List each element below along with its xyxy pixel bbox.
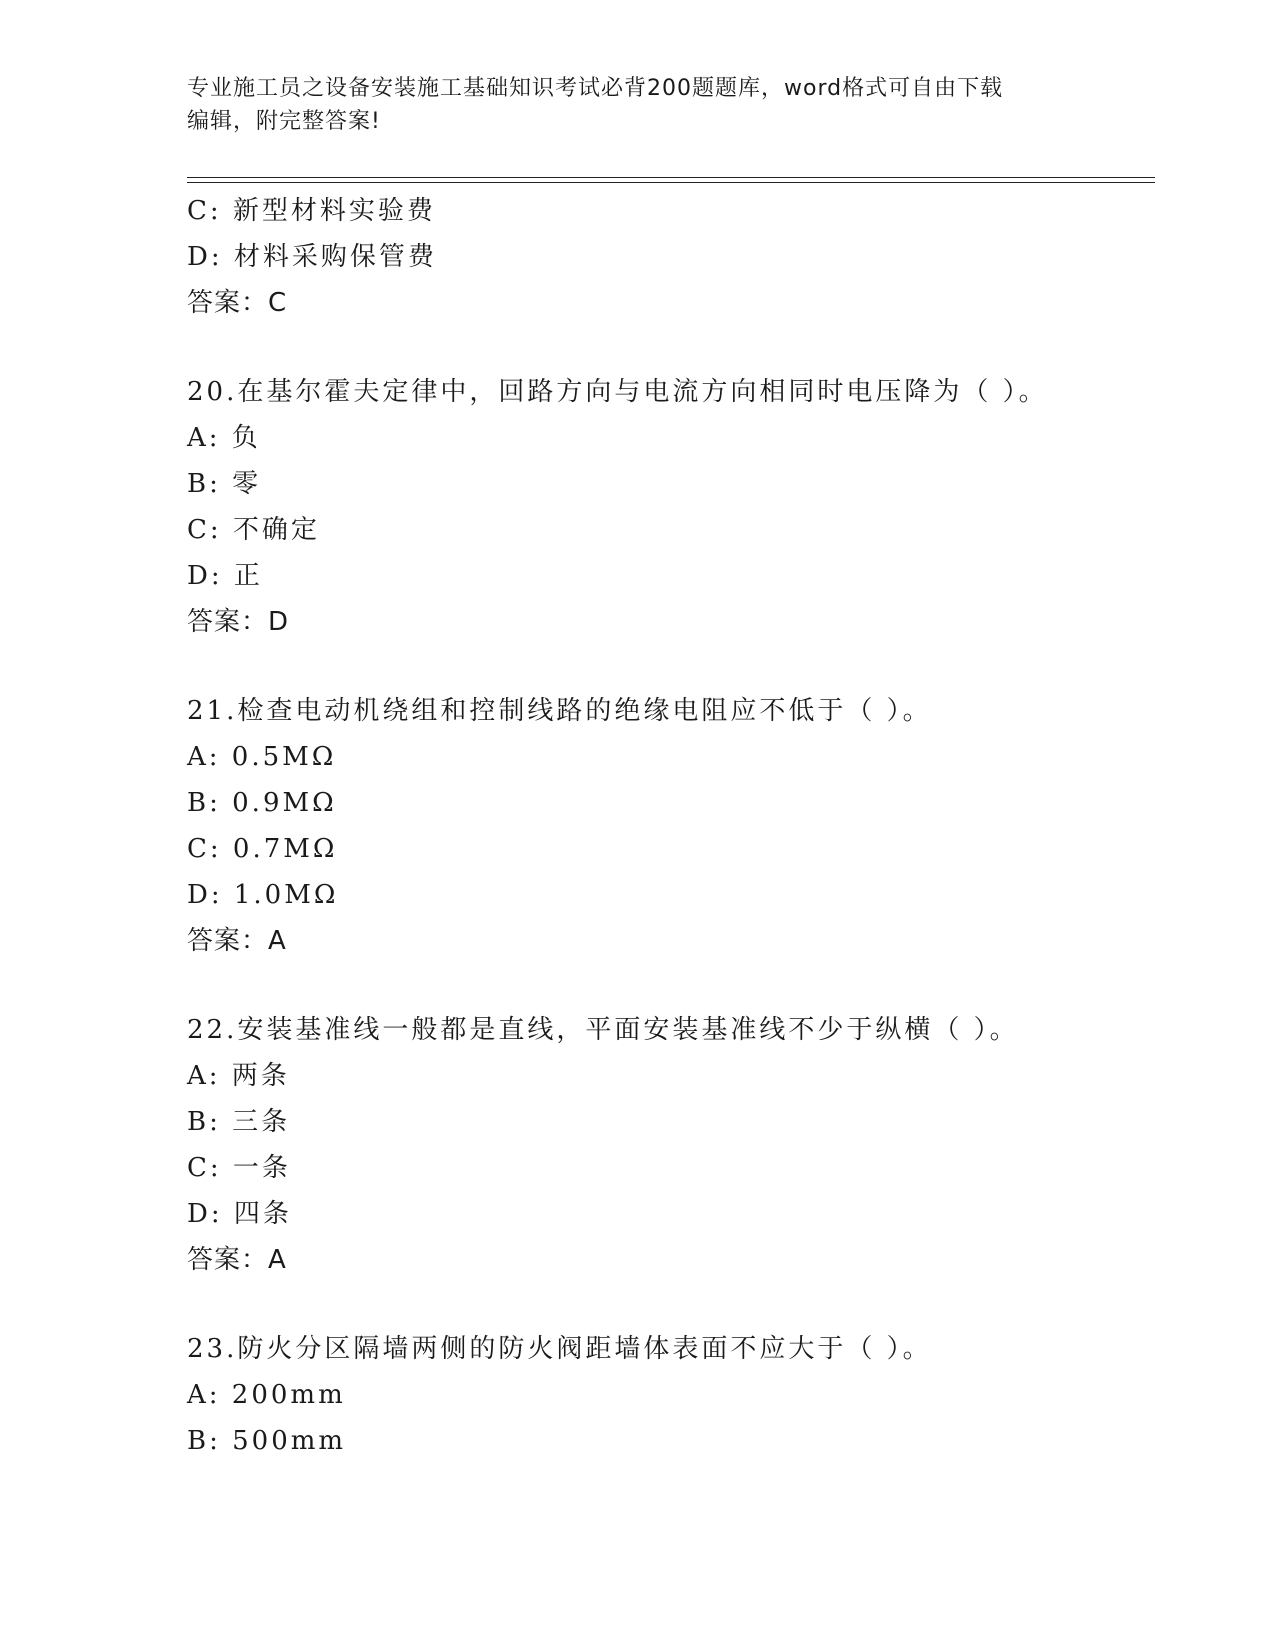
question-stem: 20.在基尔霍夫定律中，回路方向与电流方向相同时电压降为（ ）。	[187, 377, 1048, 407]
option-a: A: 两条	[187, 1061, 290, 1091]
question-stem: 23.防火分区隔墙两侧的防火阀距墙体表面不应大于（ ）。	[187, 1334, 932, 1364]
option-b: B: 零	[187, 469, 262, 499]
option-a: A: 200mm	[187, 1380, 346, 1410]
option-d: D: 正	[187, 561, 263, 591]
answer: 答案：A	[187, 1245, 287, 1275]
question-list	[187, 188, 1155, 1464]
header-line-2: 编辑，附完整答案!	[187, 109, 381, 134]
option-c: C: 新型材料实验费	[187, 196, 436, 226]
option-b: B: 500mm	[187, 1426, 347, 1456]
header-rule-top	[187, 177, 1155, 178]
option-c: C: 0.7MΩ	[187, 834, 338, 864]
option-c: C: 不确定	[187, 515, 320, 545]
option-d: D: 1.0MΩ	[187, 880, 339, 910]
spacer	[187, 1283, 1155, 1326]
option-b: B: 0.9MΩ	[187, 788, 337, 818]
option-c: C: 一条	[187, 1153, 291, 1183]
spacer	[187, 964, 1155, 1007]
question-22	[187, 1007, 1155, 1283]
question-19-tail	[187, 188, 1155, 326]
spacer	[187, 645, 1155, 688]
option-d: D: 四条	[187, 1199, 292, 1229]
option-a: A: 负	[187, 423, 261, 453]
question-20	[187, 369, 1155, 645]
answer: 答案：A	[187, 926, 287, 956]
spacer	[187, 326, 1155, 369]
option-b: B: 三条	[187, 1107, 291, 1137]
question-23	[187, 1326, 1155, 1464]
question-stem: 21.检查电动机绕组和控制线路的绝缘电阻应不低于（ ）。	[187, 696, 932, 726]
answer: 答案：D	[187, 607, 290, 637]
option-d: D: 材料采购保管费	[187, 242, 437, 272]
answer: 答案：C	[187, 288, 288, 318]
header-line-1: 专业施工员之设备安装施工基础知识考试必背200题题库，word格式可自由下载	[187, 76, 1004, 101]
option-a: A: 0.5MΩ	[187, 742, 337, 772]
question-stem: 22.安装基准线一般都是直线，平面安装基准线不少于纵横（ ）。	[187, 1015, 1019, 1045]
question-21	[187, 688, 1155, 964]
document-header	[187, 72, 1087, 138]
header-rule-bottom	[187, 182, 1155, 183]
